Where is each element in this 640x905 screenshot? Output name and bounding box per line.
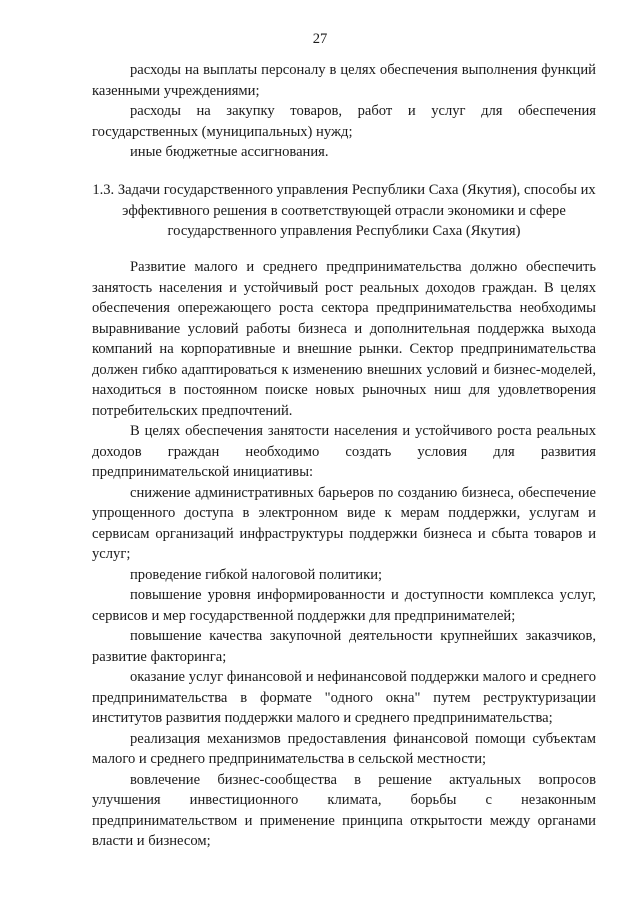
body-paragraph: В целях обеспечения занятости населения и устойчивого роста реальных доходов граждан необходимо создать условия для развития предпринимательской инициативы: [92,423,596,480]
list-item: вовлечение бизнес-сообщества в решение актуальных вопросов улучшения инвестиционного климата, борьбы с незаконным предпринимательством и применение принципа открытости между органами власти и бизнесом; [92,771,596,849]
section-body [92,257,596,852]
list-item: снижение административных барьеров по созданию бизнеса, обеспечение упрощенного доступа в электронном виде к мерам поддержки, услугам и сервисам организаций инфраструктуры поддержки бизнеса и сбыта товаров и услуг; [92,484,596,562]
intro-item: расходы на закупку товаров, работ и услуг для обеспечения государственных (муниципальных) нужд; [92,103,596,140]
list-item: реализация механизмов предоставления финансовой помощи субъектам малого и среднего предпринимательства в сельской местности; [92,730,596,767]
list-item: оказание услуг финансовой и нефинансовой поддержки малого и среднего предпринимательства в формате "одного окна" путем реструктуризации институтов развития поддержки малого и среднего предпринимательства; [92,669,596,726]
section-heading: 1.3. Задачи государственного управления Республики Саха (Якутия), способы их эффективного решения в соответствующей отрасли экономики и сфере государственного управления Республики Саха (Якутия) [92,182,596,239]
body-paragraph: Развитие малого и среднего предпринимательства должно обеспечить занятость населения и устойчивый рост реальных доходов граждан. В целях обеспечения опережающего роста сектора предпринимательства необходимы выравнивание условий работы бизнеса и дополнительная поддержка выхода компаний на корпоративные и внешние рынки. Сектор предпринимательства должен гибко адаптироваться к изменению внешних условий и бизнес-моделей, находиться в постоянном поиске новых рыночных ниш для удовлетворения потребительских предпочтений. [92,259,596,419]
intro-item: иные бюджетные ассигнования. [130,144,329,160]
intro-list [92,60,596,163]
page-number: 27 [312,31,328,47]
list-item: повышение уровня информированности и доступности комплекса услуг, сервисов и мер государственной поддержки для предпринимателей; [92,587,596,624]
section-heading-block [92,180,596,242]
list-item: проведение гибкой налоговой политики; [130,566,383,583]
intro-item: расходы на выплаты персоналу в целях обеспечения выполнения функций казенными учреждениями; [92,62,596,99]
list-item: повышение качества закупочной деятельности крупнейших заказчиков, развитие факторинга; [92,628,596,665]
